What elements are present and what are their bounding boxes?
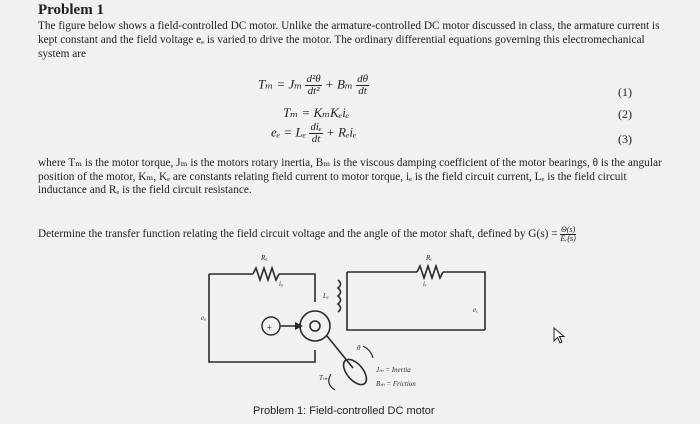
equation-3 — [271, 122, 356, 145]
intro-paragraph: The figure below shows a field-controlled DC motor. Unlike the armature-controlled DC motor discussed in class, the armature current is kept constant and the field voltage eₑ is varied to drive the motor. The ordinary differential equations governing this electromechanical system are — [38, 20, 660, 60]
eq1-fraction-1 — [305, 74, 321, 97]
eq3-rhs: + Rₑiₑ — [326, 124, 357, 140]
label-theta: θ — [357, 344, 361, 352]
mouse-pointer-icon — [553, 327, 567, 345]
eq3-frac-denominator: dt — [311, 133, 321, 145]
definitions-paragraph: where Tₘ is the motor torque, Jₘ is the motors rotary inertia, Bₘ is the viscous damping coefficient of the motor bearings, θ is the angular position of the motor, Kₘ, Kₑ are constants relating field current to motor torque, iₑ is the field circuit current, Lₑ is the field circuit inductance and Rₑ is the field circuit resistance. — [38, 157, 662, 196]
armature-bottom-wire — [209, 274, 315, 362]
task-statement — [38, 226, 678, 243]
label-field-inductor: Lₑ — [323, 292, 329, 300]
eq1-mid: + Bₘ — [324, 76, 353, 92]
equation-2: Tₘ = KₘKₑiₑ — [283, 105, 350, 120]
field-top-wire-right — [443, 272, 485, 330]
eq3-frac-numerator: diₑ — [310, 121, 322, 133]
label-field-current: iₑ — [423, 280, 427, 288]
label-field-resistor: Rₑ — [426, 254, 433, 262]
source-plus-sign: + — [267, 323, 272, 332]
field-resistor-symbol — [417, 266, 443, 278]
equations-block — [0, 72, 700, 160]
load-inertia-disk — [339, 355, 371, 388]
label-armature-current: iₐ — [279, 280, 283, 288]
eq1-frac1-denominator: dt² — [307, 85, 320, 97]
armature-top-wire-right — [279, 274, 315, 302]
field-bottom-wire — [347, 272, 485, 330]
equation-1-number: (1) — [618, 85, 632, 99]
transfer-function-fraction — [560, 226, 575, 243]
torque-arc — [329, 374, 335, 390]
eq1-frac2-numerator: dθ — [357, 73, 369, 85]
eq1-lhs: Tₘ = Jₘ — [258, 76, 303, 92]
label-armature-resistor: Rₐ — [261, 254, 268, 262]
theta-arc — [363, 346, 373, 358]
equation-2-number: (2) — [618, 107, 632, 121]
eq3-lhs: eₑ = Lₑ — [271, 124, 307, 140]
field-inductor-symbol — [338, 280, 341, 312]
motor-circle — [300, 311, 330, 341]
tf-numerator: Θ(s) — [561, 225, 576, 234]
motor-shaft — [310, 321, 320, 331]
eq1-frac1-numerator: d²θ — [306, 73, 321, 85]
problem-title: Problem 1 — [38, 2, 104, 18]
motor-shaft-line — [327, 336, 353, 368]
eq1-fraction-2 — [356, 74, 369, 97]
task-text: Determine the transfer function relating the field circuit voltage and the angle of the motor shaft, defined by G(s) = — [38, 228, 558, 241]
tf-denominator: Eₑ(s) — [560, 234, 576, 243]
label-field-voltage: eₑ — [473, 306, 478, 314]
equation-3-number: (3) — [618, 132, 632, 146]
label-torque: Tₘ — [319, 374, 328, 382]
armature-resistor-symbol — [253, 268, 279, 280]
arrow-head — [295, 322, 303, 330]
legend-friction: Bₘ = Friction — [376, 380, 416, 388]
eq1-frac2-denominator: dt — [358, 85, 367, 97]
label-armature-voltage: eₐ — [201, 314, 207, 322]
legend-inertia: Jₘ = Inertia — [376, 366, 411, 374]
motor-circuit-diagram — [195, 250, 495, 402]
eq3-fraction — [309, 122, 322, 145]
equation-1 — [258, 74, 369, 97]
figure-caption: Problem 1: Field-controlled DC motor — [253, 405, 435, 417]
